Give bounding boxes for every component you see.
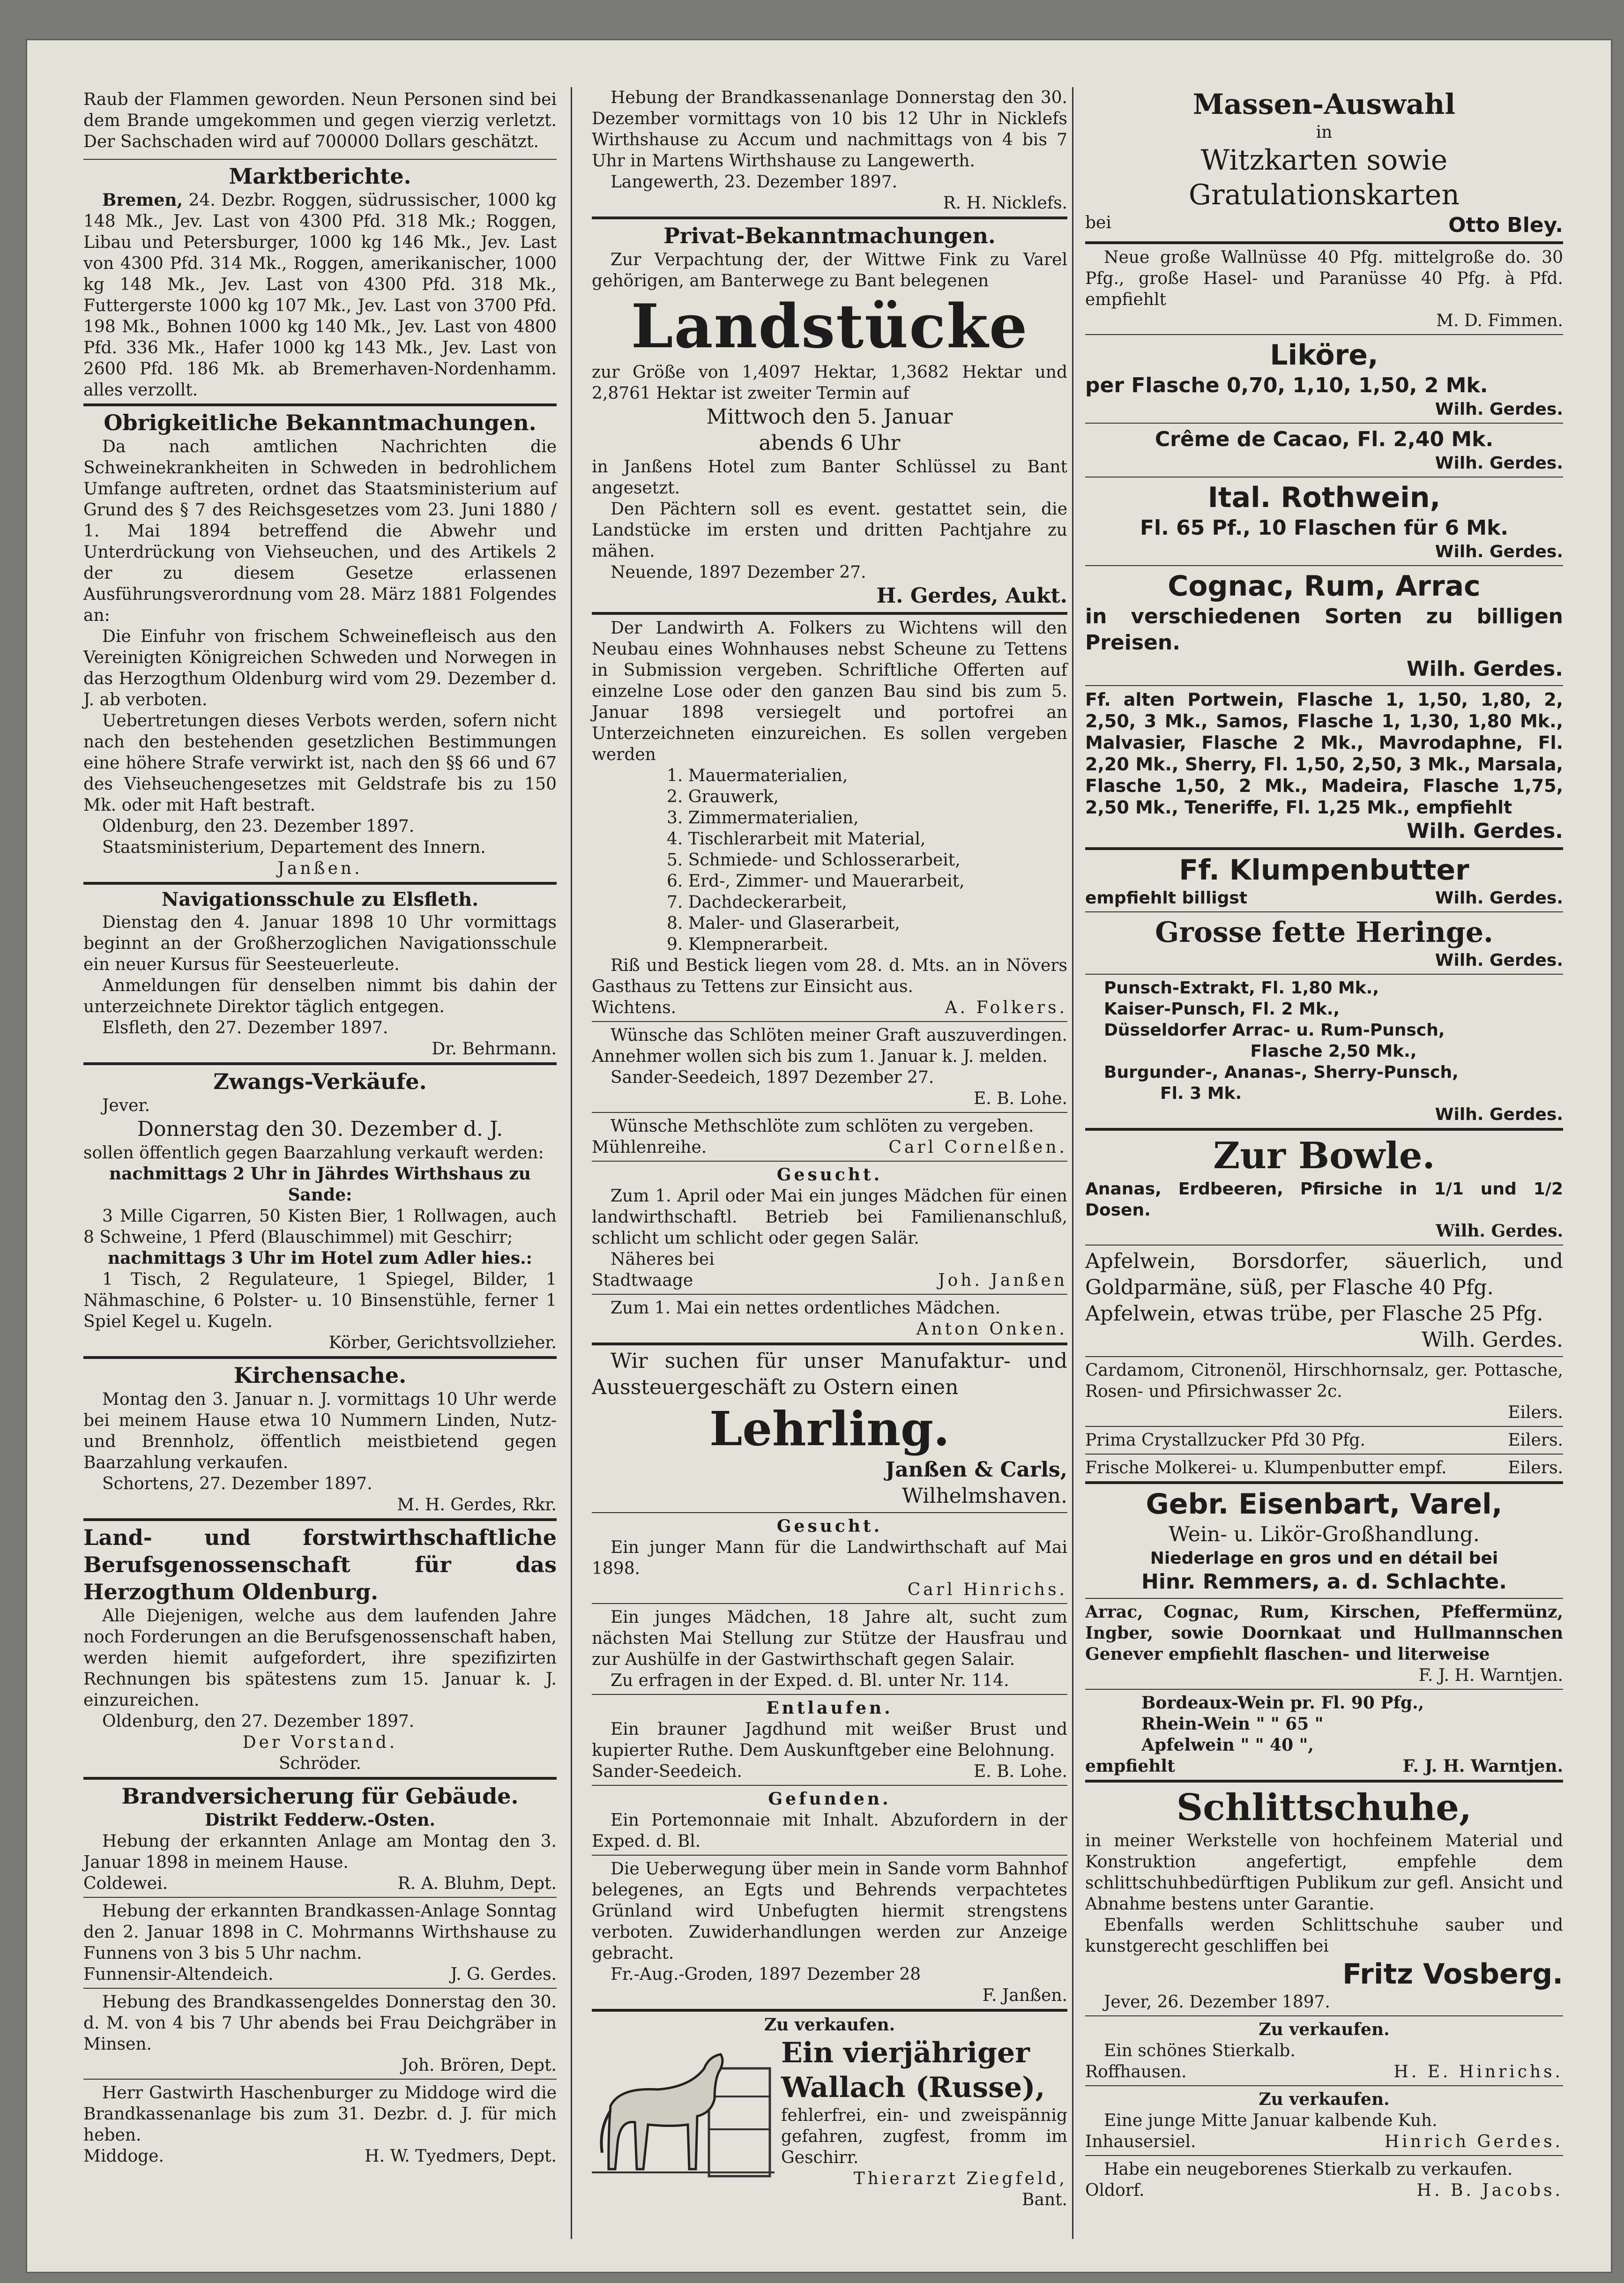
- divider: [1085, 2085, 1563, 2086]
- divider: [592, 1855, 1067, 1856]
- tender-list: [592, 765, 1067, 955]
- butter-title: Ff. Klumpenbutter: [1179, 854, 1469, 887]
- bordeaux-item: Rhein-Wein " " 65 ": [1141, 1714, 1324, 1734]
- sugar-ad: [1085, 1430, 1563, 1451]
- divider: [1085, 974, 1563, 975]
- red-wine-title: Ital. Rothwein,: [1207, 481, 1441, 514]
- wholesale-ad: [1085, 1487, 1563, 1595]
- wanted2-title: Gesucht.: [776, 1516, 883, 1536]
- cacao-ad: [1085, 426, 1563, 474]
- divider: [83, 1897, 557, 1898]
- forced-sales-title: Zwangs-Verkäufe.: [213, 1069, 427, 1094]
- divider: [83, 403, 557, 406]
- nuts-text: Neue große Wallnüsse 40 Pfg. mittelgroße do. 30 Pfg., große Hasel- und Paranüsse 40 Pfg. à Pfd. empfiehlt: [1085, 248, 1563, 309]
- maid-signature: Anton Onken.: [916, 1320, 1067, 1339]
- land-intro: Zur Verpachtung der, der Wittwe Fink zu Varel gehörigen, am Banterwege zu Bant belegenen: [592, 250, 1067, 291]
- divider: [592, 1603, 1067, 1604]
- escaped-place: Sander-Seedeich.: [592, 1762, 742, 1781]
- wholesale-title: Gebr. Eisenbart, Varel,: [1146, 1488, 1503, 1521]
- divider: [592, 1021, 1067, 1022]
- herring-ad: [1085, 915, 1563, 971]
- sale1-text: Ein schönes Stierkalb.: [1104, 2041, 1296, 2060]
- trespass-date: Fr.-Aug.-Groden, 1897 Dezember 28: [611, 1965, 921, 1984]
- column-1: [83, 87, 557, 2244]
- land-p3: Den Pächtern soll es event. gestattet sein, die Landstücke im ersten und dritten Pachtjahre zu mähen.: [592, 500, 1067, 561]
- divider: [1085, 1481, 1563, 1484]
- official-p2: Die Einfuhr von frischem Schweinefleisch aus den Vereinigten Königreichen Schweden und Norwegen in das Herzogthum Oldenburg wird vom 29. Dezember d. J. ab verboten.: [83, 627, 557, 709]
- divider: [1085, 2155, 1563, 2156]
- nuts-ad: [1085, 247, 1563, 331]
- fund-collection-notice: [592, 87, 1067, 214]
- wanted3-text2: Zu erfragen in der Exped. d. Bl. unter Nr. 114.: [611, 1671, 1009, 1690]
- cognac-signature: Wilh. Gerdes.: [1407, 657, 1563, 681]
- divider: [592, 1161, 1067, 1162]
- dairy-signature: Eilers.: [1508, 1458, 1563, 1477]
- sale2-place: Inhausersiel.: [1085, 2132, 1196, 2151]
- horse-sale-text: fehlerfrei, ein- und zweispännig gefahren, zugfest, fromm im Geschirr.: [781, 2106, 1067, 2167]
- cognac-ad: [1085, 569, 1563, 682]
- land-lease-ad: [592, 249, 1067, 609]
- fire-insurance-a2: Hebung der erkannten Brandkassen-Anlage Sonntag den 2. Januar 1898 in C. Mohrmanns Wirthshause zu Funnens von 3 bis 5 Uhr nachm.: [83, 1902, 557, 1963]
- land-p1: zur Größe von 1,4097 Hektar, 1,3682 Hektar und 2,8761 Hektar ist zweiter Termin auf: [592, 363, 1067, 403]
- cacao-signature: Wilh. Gerdes.: [1435, 454, 1563, 473]
- forced-sales-p1: sollen öffentlich gegen Baarzahlung verkauft werden:: [83, 1143, 544, 1163]
- divider: [1085, 1598, 1563, 1599]
- bordeaux-item: Apfelwein " " 40 ",: [1141, 1735, 1314, 1755]
- divider: [83, 1062, 557, 1065]
- column-3: [1085, 87, 1563, 2244]
- forced-sales-time1: nachmittags 2 Uhr in Jährdes Wirthshaus zu Sande:: [109, 1164, 531, 1205]
- punch-item: Düsseldorfer Arrac- u. Rum-Punsch,: [1104, 1021, 1445, 1040]
- butter-ad: [1085, 853, 1563, 909]
- divider: [83, 1518, 557, 1521]
- butter-text: empfiehlt billigst: [1085, 888, 1248, 908]
- apprentice-headline: Lehrling.: [709, 1401, 950, 1456]
- bordeaux-item: Bordeaux-Wein pr. Fl. 90 Pfg.,: [1141, 1693, 1424, 1713]
- skates-title: Schlittschuhe,: [1176, 1786, 1472, 1829]
- divider: [592, 1512, 1067, 1513]
- fire-insurance-a1-signature: R. A. Bluhm, Dept.: [397, 1874, 557, 1893]
- forced-sales: [83, 1068, 557, 1353]
- divider: [1085, 1128, 1563, 1131]
- wanted-title: Gesucht.: [776, 1165, 883, 1185]
- sale3-signature: H. B. Jacobs.: [1416, 2181, 1563, 2200]
- maid-text: Zum 1. Mai ein nettes ordentliches Mädchen.: [611, 1298, 1001, 1318]
- sugar-signature: Eilers.: [1508, 1431, 1563, 1450]
- divider: [1085, 334, 1563, 335]
- liqueur-ad: [1085, 338, 1563, 420]
- punch-ad: [1085, 977, 1563, 1125]
- spirits-ad: [1085, 1602, 1563, 1686]
- wanted-text2: Näheres bei: [611, 1250, 715, 1269]
- tender-item: 6. Erd-, Zimmer- und Mauerarbeit,: [667, 872, 965, 891]
- wanted-place: Stadtwaage: [592, 1271, 693, 1290]
- fire-insurance-a2-place: Funnensir-Altendeich.: [83, 1965, 274, 1984]
- apprentice-intro: Wir suchen für unser Manufaktur- und Aussteuergeschäft zu Ostern einen: [592, 1349, 1067, 1399]
- fund-collection-text: Hebung der Brandkassenanlage Donnerstag den 30. Dezember vormittags von 10 bis 12 Uhr in Nicklefs Wirthshause zu Accum und nachmittags von 4 bis 7 Uhr in Martens Wirthshause zu Langewerth.: [592, 88, 1067, 171]
- dairy-ad: [1085, 1457, 1563, 1478]
- agricultural-board: Der Vorstand.: [242, 1733, 398, 1752]
- divider: [592, 1694, 1067, 1695]
- cards-bei: bei: [1085, 213, 1111, 232]
- escaped-title: Entlaufen.: [766, 1698, 893, 1718]
- official-p3: Uebertretungen dieses Verbots werden, sofern nicht nach den bestehenden gesetzlichen Bestimmungen eine höhere Strafe verwirkt ist, nach den §§ 66 und 67 des Viehseuchengesetzes mit Geldstrafe bis zu 150 Mk. oder mit Haft bestraft.: [83, 711, 557, 815]
- forced-sales-time2: nachmittags 3 Uhr im Hotel zum Adler hies.:: [108, 1248, 532, 1268]
- fire-insurance-a3: Hebung des Brandkassengeldes Donnerstag den 30. d. M. von 4 bis 7 Uhr abends bei Frau Deichgräber in Minsen.: [83, 1992, 557, 2054]
- tender-item: 7. Dachdeckerarbeit,: [667, 893, 847, 912]
- divider: [1085, 1454, 1563, 1455]
- ditch-date: Sander-Seedeich, 1897 Dezember 27.: [611, 1068, 934, 1087]
- meth-place: Mühlenreihe.: [592, 1138, 707, 1157]
- liqueur-signature: Wilh. Gerdes.: [1435, 400, 1563, 419]
- sale3-place: Oldorf.: [1085, 2181, 1145, 2200]
- sale3-text: Habe ein neugeborenes Stierkalb zu verkaufen.: [1104, 2160, 1513, 2179]
- sale-ad-3: [1085, 2159, 1563, 2201]
- bowle-signature: Wilh. Gerdes.: [1436, 1221, 1563, 1241]
- escaped-text: Ein brauner Jagdhund mit weißer Brust und kupierter Ruthe. Dem Auskunftgeber eine Belohnung.: [592, 1720, 1067, 1760]
- herring-signature: Wilh. Gerdes.: [1435, 951, 1563, 970]
- fire-insurance-a1: Hebung der erkannten Anlage am Montag den 3. Januar 1898 in meinem Hause.: [83, 1832, 557, 1872]
- found-title: Gefunden.: [768, 1789, 891, 1809]
- cards-title: Massen-Auswahl: [1192, 88, 1456, 121]
- wanted3-text: Ein junges Mädchen, 18 Jahre alt, sucht zum nächsten Mai Stellung zur Stütze der Hausfrau und zur Aushülfe in der Gastwirthschaft gegen Salair.: [592, 1608, 1067, 1669]
- wanted-ad-3: [592, 1607, 1067, 1691]
- divider: [83, 1988, 557, 1989]
- port-wine-text: Ff. alten Portwein, Flasche 1, 1,50, 1,80, 2, 2,50, 3 Mk., Samos, Flasche 1, 1,30, 1,80 Mk., Malvasier, Flasche 2 Mk., Mavrodaphne, Fl. 2,20 Mk., Sherry, Fl. 1,50, 2,50, 3 Mk., Marsala, Flasche 1,50, 2 Mk., Madeira, Flasche 1,75, 2,50 Mk., Teneriffe, Fl. 1,25 Mk., empfiehlt: [1085, 689, 1563, 818]
- agricultural-cooperative: [83, 1524, 557, 1774]
- tender-text: Der Landwirth A. Folkers zu Wichtens will den Neubau eines Wohnhauses nebst Scheune zu Tettens in Submission vergeben. Schriftliche Offerten auf einzelne Lose oder den ganzen Bau sind bis zum 5. Januar 1898 versiegelt und portofrei an Unterzeichneten einzureichen. Es sollen vergeben werden: [592, 619, 1067, 764]
- fund-collection-date: Langewerth, 23. Dezember 1897.: [611, 172, 898, 192]
- sale2-title: Zu verkaufen.: [1259, 2089, 1390, 2109]
- apprentice-city: Wilhelmshaven.: [901, 1484, 1067, 1508]
- navigation-p2: Anmeldungen für denselben nimmt bis dahin der unterzeichnete Direktor täglich entgegen.: [83, 976, 557, 1016]
- divider: [83, 882, 557, 885]
- land-p2: in Janßens Hotel zum Banter Schlüssel zu Bant angesetzt.: [592, 457, 1067, 498]
- forced-sales-items2: 1 Tisch, 2 Regulateure, 1 Spiegel, Bilder, 1 Nähmaschine, 6 Polster- u. 10 Binsenstühle, ferner 1 Spiel Kegel u. Kugeln.: [83, 1270, 557, 1331]
- agricultural-p1: Alle Diejenigen, welche aus dem laufenden Jahre noch Forderungen an die Berufsgenossenschaft haben, werden hiemit aufgefordert, ihre spezifizirten Rechnungen bis spätestens zum 15. Januar k. J. einzureichen.: [83, 1606, 557, 1710]
- sale1-signature: H. E. Hinrichs.: [1393, 2062, 1563, 2082]
- church-matter: [83, 1362, 557, 1515]
- cider-text2: Apfelwein, etwas trübe, per Flasche 25 Pfg.: [1085, 1302, 1543, 1326]
- spirits-signature: F. J. H. Warntjen.: [1418, 1666, 1563, 1685]
- wanted-text: Zum 1. April oder Mai ein junges Mädchen für einen landwirthschaftl. Betrieb bei Familienanschluß, schlicht um schlicht oder gegen Salär.: [592, 1186, 1067, 1248]
- market-title: Marktberichte.: [229, 164, 411, 189]
- cards-name: Otto Bley.: [1448, 213, 1563, 237]
- maid-ad: [592, 1298, 1067, 1340]
- wholesale-name: Hinr. Remmers, a. d. Schlachte.: [1141, 1570, 1507, 1594]
- bordeaux-text: empfiehlt: [1085, 1756, 1175, 1776]
- cacao-text: Crême de Cacao, Fl. 2,40 Mk.: [1155, 427, 1494, 451]
- spices-signature: Eilers.: [1508, 1403, 1563, 1422]
- construction-tender: [592, 618, 1067, 1018]
- ditch-text: Wünsche das Schlöten meiner Graft auszuverdingen. Annehmer wollen sich bis zum 1. Januar k. J. melden.: [592, 1026, 1067, 1066]
- sale1-title: Zu verkaufen.: [1259, 2020, 1390, 2039]
- wanted-signature: Joh. Janßen: [938, 1271, 1067, 1290]
- ditch-signature: E. B. Lohe.: [973, 1089, 1067, 1108]
- fire-insurance-a4-place: Middoge.: [83, 2147, 164, 2166]
- cards-ad: [1085, 87, 1563, 239]
- ditch-ad: [592, 1025, 1067, 1109]
- meth-signature: Carl Cornelßen.: [888, 1138, 1067, 1157]
- official-p1: Da nach amtlichen Nachrichten die Schweinekrankheiten in Schweden in bedrohlichem Umfange auftreten, ordnet das Staatsministerium auf Grund des § 7 des Reichsgesetzes vom 23. Juni 1880 / 1. Mai 1894 betreffend die Abwehr und Unterdrückung von Viehseuchen, und des Artikels 2 der zu diesem Gesetze erlassenen Ausführungsverordnung vom 28. März 1881 Folgendes an:: [83, 437, 557, 625]
- agricultural-signature: Schröder.: [279, 1754, 361, 1773]
- horse-sale-title: Zu verkaufen.: [764, 2015, 895, 2035]
- bordeaux-ad: [1085, 1693, 1563, 1756]
- navigation-date: Elsfleth, den 27. Dezember 1897.: [102, 1018, 388, 1037]
- punch-item: Fl. 3 Mk.: [1160, 1084, 1242, 1103]
- land-date2: abends 6 Uhr: [759, 431, 901, 455]
- bowle-text: Ananas, Erdbeeren, Pfirsiche in 1/1 und 1/2 Dosen.: [1085, 1179, 1563, 1220]
- tender-item: 1. Mauermaterialien,: [667, 766, 848, 785]
- sale-ad-2: [1085, 2089, 1563, 2152]
- divider: [1085, 423, 1563, 424]
- divider: [592, 1112, 1067, 1113]
- fire-insurance-title: Brandversicherung für Gebäude.: [121, 1783, 519, 1809]
- horse-sale-signature: Thierarzt Ziegfeld,: [853, 2169, 1067, 2188]
- meth-ad: [592, 1116, 1067, 1158]
- skates-text2: Ebenfalls werden Schlittschuhe sauber und kunstgerecht geschliffen bei: [1085, 1916, 1563, 1956]
- divider: [1085, 241, 1563, 244]
- church-title: Kirchensache.: [233, 1363, 407, 1388]
- column-divider-1: [571, 87, 572, 2239]
- tender-place: Wichtens.: [592, 998, 677, 1017]
- column-divider-2: [1072, 87, 1073, 2239]
- divider: [83, 159, 557, 160]
- agricultural-date: Oldenburg, den 27. Dezember 1897.: [102, 1712, 415, 1731]
- official-dept: Staatsministerium, Departement des Innern.: [102, 838, 486, 857]
- divider: [83, 1356, 557, 1359]
- divider: [592, 1343, 1067, 1345]
- newspaper-page: [27, 40, 1611, 2272]
- land-signature: H. Gerdes, Aukt.: [876, 584, 1067, 608]
- trespass-signature: F. Janßen.: [982, 1986, 1067, 2005]
- navigation-school: [83, 888, 557, 1059]
- horse-sale-place: Bant.: [1021, 2190, 1067, 2209]
- nuts-signature: M. D. Fimmen.: [1436, 311, 1563, 330]
- divider: [1085, 847, 1563, 850]
- divider: [1085, 2015, 1563, 2016]
- cider-signature: Wilh. Gerdes.: [1422, 1328, 1563, 1352]
- divider: [592, 216, 1067, 219]
- market-lead: Bremen,: [102, 190, 183, 210]
- divider: [1085, 685, 1563, 686]
- divider: [592, 2009, 1067, 2012]
- wanted-ad-1: [592, 1164, 1067, 1291]
- port-wine-ad: [1085, 689, 1563, 844]
- skates-ad: [1085, 1785, 1563, 2013]
- apprentice-firm: Janßen & Carls,: [885, 1458, 1067, 1482]
- official-title: Obrigkeitliche Bekanntmachungen.: [104, 410, 536, 435]
- divider: [83, 2079, 557, 2080]
- spices-text: Cardamom, Citronenöl, Hirschhornsalz, ger. Pottasche, Rosen- und Pfirsichwasser 2c.: [1085, 1361, 1563, 1401]
- church-date: Schortens, 27. Dezember 1897.: [102, 1474, 372, 1493]
- church-p1: Montag den 3. Januar n. J. vormittags 10 Uhr werde bei meinem Hause etwa 10 Nummern Linden, Nutz- und Brennholz, öffentlich meistbietend gegen Baarzahlung verkaufen.: [83, 1390, 557, 1472]
- tender-item: 8. Maler- und Glaserarbeit,: [667, 914, 900, 933]
- market-text: 24. Dezbr. Roggen, südrussischer, 1000 kg 148 Mk., Jev. Last von 4300 Pfd. 318 Mk.; Roggen, Libau und Petersburger, 1000 kg 146 Mk., Jev. Last von 4300 Pfd. 314 Mk., Roggen, amerikanischer, 1000 kg 148 Mk., Jev. Last von 4300 Pfd. 318 Mk., Futtergerste 1000 kg 107 Mk., Jev. Last von 3700 Pfd. 198 Mk., Bohnen 1000 kg 140 Mk., Jev. Last von 4800 Pfd. 336 Mk., Hafer 1000 kg 143 Mk., Jev. Last von 2600 Pfd. 186 Mk. ab Bremerhaven-Nordenhamm. alles verzollt.: [83, 191, 557, 400]
- forced-sales-date: Donnerstag den 30. Dezember d. J.: [137, 1117, 503, 1141]
- fire-insurance-a1-place: Coldewei.: [83, 1874, 168, 1893]
- liqueur-price: per Flasche 0,70, 1,10, 1,50, 2 Mk.: [1085, 373, 1488, 397]
- divider: [1085, 1356, 1563, 1357]
- tender-p2: Riß und Bestick liegen vom 28. d. Mts. an in Növers Gasthaus zu Tettens zur Einsicht aus.: [592, 956, 1067, 996]
- market-report: [83, 163, 557, 401]
- divider: [1085, 1780, 1563, 1783]
- wanted-ad-2: [592, 1516, 1067, 1600]
- divider: [1085, 565, 1563, 566]
- cards-in: in: [1316, 123, 1333, 142]
- spices-ad: [1085, 1360, 1563, 1423]
- tender-item: 5. Schmiede- und Schlosserarbeit,: [667, 851, 961, 870]
- escaped-dog-ad: [592, 1698, 1067, 1782]
- divider: [592, 612, 1067, 615]
- horse-sale-ad: [592, 2014, 1067, 2210]
- red-wine-price: Fl. 65 Pf., 10 Flaschen für 6 Mk.: [1140, 516, 1509, 540]
- column-2: [592, 87, 1067, 2244]
- tender-item: 3. Zimmermaterialien,: [667, 808, 859, 828]
- private-notices-title: Privat-Bekanntmachungen.: [663, 223, 996, 248]
- navigation-signature: Dr. Behrmann.: [432, 1039, 557, 1059]
- cider-text1: Apfelwein, Borsdorfer, säuerlich, und Goldparmäne, süß, per Flasche 40 Pfg.: [1085, 1249, 1563, 1299]
- wholesale-text: Niederlage en gros und en détail bei: [1150, 1549, 1498, 1568]
- tender-item: 2. Grauwerk,: [667, 787, 779, 806]
- butter-signature: Wilh. Gerdes.: [1435, 888, 1563, 908]
- divider: [1085, 1426, 1563, 1427]
- skates-text: in meiner Werkstelle von hochfeinem Material und Konstruktion angefertigt, empfehle dem schlittschuhbedürftigen Publikum zur gefl. Ansicht und Abnahme bestens unter Garantie.: [1085, 1831, 1563, 1914]
- red-wine-signature: Wilh. Gerdes.: [1435, 542, 1563, 561]
- punch-item: Burgunder-, Ananas-, Sherry-Punsch,: [1104, 1063, 1459, 1082]
- spirits-text: Arrac, Cognac, Rum, Kirschen, Pfeffermünz, Ingber, sowie Doornkaat und Hullmannschen Genever empfiehlt flaschen- und literweise: [1085, 1602, 1563, 1664]
- agricultural-title: Land- und forstwirthschaftliche Berufsgenossenschaft für das Herzogthum Oldenburg.: [83, 1525, 557, 1604]
- punch-item: Kaiser-Punsch, Fl. 2 Mk.,: [1104, 1000, 1340, 1019]
- sugar-text: Prima Crystallzucker Pfd 30 Pfg.: [1085, 1431, 1365, 1450]
- dairy-text: Frische Molkerei- u. Klumpenbutter empf.: [1085, 1458, 1447, 1477]
- fire-insurance: [83, 1783, 557, 2167]
- fire-insurance-district: Distrikt Fedderw.-Osten.: [205, 1810, 435, 1830]
- cognac-text: in verschiedenen Sorten zu billigen Preisen.: [1085, 604, 1563, 655]
- divider: [1085, 1689, 1563, 1690]
- tender-signature: A. Folkers.: [945, 998, 1067, 1017]
- sale1-place: Roffhausen.: [1085, 2062, 1187, 2082]
- trespass-text: Die Ueberwegung über mein in Sande vorm Bahnhof belegenes, an Egts und Behrends verpachtetes Grünland wird Unbefugten hiermit strengstens verboten. Zuwiderhandlungen werden zur Anzeige gebracht.: [592, 1859, 1067, 1963]
- liqueur-title: Liköre,: [1270, 339, 1378, 372]
- horse-sale-headline: Ein vierjähriger Wallach (Russe),: [781, 2037, 1045, 2104]
- fire-insurance-a2-signature: J. G. Gerdes.: [450, 1965, 557, 1984]
- skates-date: Jever, 26. Dezember 1897.: [1104, 1992, 1330, 2012]
- church-signature: M. H. Gerdes, Rkr.: [397, 1495, 557, 1515]
- forced-sales-place: Jever.: [102, 1096, 150, 1115]
- bordeaux-signature: F. J. H. Warntjen.: [1402, 1756, 1563, 1776]
- sale-ad-1: [1085, 2019, 1563, 2082]
- divider: [1085, 1245, 1563, 1246]
- fire-insurance-a4: Herr Gastwirth Haschenburger zu Middoge wird die Brandkassenanlage bis zum 31. Dezbr. d. J. für mich heben.: [83, 2083, 557, 2145]
- punch-item: Flasche 2,50 Mk.,: [1250, 1042, 1417, 1061]
- fund-collection-signature: R. H. Nicklefs.: [943, 194, 1067, 213]
- sale2-text: Eine junge Mitte Januar kalbende Kuh.: [1104, 2111, 1438, 2130]
- punch-signature: Wilh. Gerdes.: [1435, 1105, 1563, 1124]
- port-wine-signature: Wilh. Gerdes.: [1407, 819, 1563, 843]
- found-text: Ein Portemonnaie mit Inhalt. Abzufordern in der Exped. d. Bl.: [592, 1811, 1067, 1851]
- tender-item: 4. Tischlerarbeit mit Material,: [667, 829, 926, 849]
- official-signature: Janßen.: [277, 859, 363, 878]
- divider: [592, 1294, 1067, 1295]
- wholesale-subtitle: Wein- u. Likör-Großhandlung.: [1169, 1522, 1480, 1546]
- wanted2-text: Ein junger Mann für die Landwirthschaft auf Mai 1898.: [592, 1538, 1067, 1578]
- trespass-ad: [592, 1858, 1067, 2006]
- forced-sales-signature: Körber, Gerichtsvollzieher.: [328, 1333, 557, 1352]
- bowle-ad: [1085, 1134, 1563, 1242]
- escaped-signature: E. B. Lohe.: [973, 1762, 1067, 1781]
- skates-name: Fritz Vosberg.: [1342, 1958, 1563, 1991]
- land-place: Neuende, 1897 Dezember 27.: [611, 563, 866, 582]
- divider: [1085, 911, 1563, 912]
- red-wine-ad: [1085, 480, 1563, 562]
- divider: [83, 1777, 557, 1780]
- cognac-title: Cognac, Rum, Arrac: [1168, 570, 1481, 603]
- apprentice-ad: [592, 1348, 1067, 1509]
- tender-item: 9. Klempnerarbeit.: [667, 935, 828, 954]
- navigation-p1: Dienstag den 4. Januar 1898 10 Uhr vormittags beginnt an der Großherzoglichen Navigationsschule ein neuer Kursus für Seesteuerleute.: [83, 913, 557, 974]
- wanted2-signature: Carl Hinrichs.: [907, 1580, 1067, 1599]
- official-notice: [83, 409, 557, 879]
- meth-text: Wünsche Methschlöte zum schlöten zu vergeben.: [611, 1117, 1034, 1136]
- cards-subtitle: Witzkarten sowie Gratulationskarten: [1188, 144, 1460, 211]
- cider-ad: [1085, 1248, 1563, 1353]
- navigation-title: Navigationsschule zu Elsfleth.: [161, 888, 479, 910]
- found-ad: [592, 1789, 1067, 1852]
- land-headline: Landstücke: [631, 291, 1028, 362]
- fire-report: Raub der Flammen geworden. Neun Personen sind bei dem Brande umgekommen und gegen vierzig verletzt. Der Sachschaden wird auf 700000 Dollars geschätzt.: [83, 90, 557, 151]
- forced-sales-items1: 3 Mille Cigarren, 50 Kisten Bier, 1 Rollwagen, auch 8 Schweine, 1 Pferd (Blauschimmel) mit Geschirr;: [83, 1207, 557, 1247]
- fire-insurance-a4-signature: H. W. Tyedmers, Dept.: [365, 2147, 557, 2166]
- official-date: Oldenburg, den 23. Dezember 1897.: [102, 817, 415, 836]
- land-date1: Mittwoch den 5. Januar: [706, 405, 953, 429]
- fire-insurance-a3-signature: Joh. Brören, Dept.: [401, 2056, 557, 2075]
- herring-title: Grosse fette Heringe.: [1155, 916, 1493, 949]
- bowle-title: Zur Bowle.: [1213, 1134, 1435, 1177]
- punch-item: Punsch-Extrakt, Fl. 1,80 Mk.,: [1104, 978, 1379, 998]
- horse-illustration: [592, 2036, 775, 2186]
- sale2-signature: Hinrich Gerdes.: [1384, 2132, 1563, 2151]
- divider: [592, 1785, 1067, 1786]
